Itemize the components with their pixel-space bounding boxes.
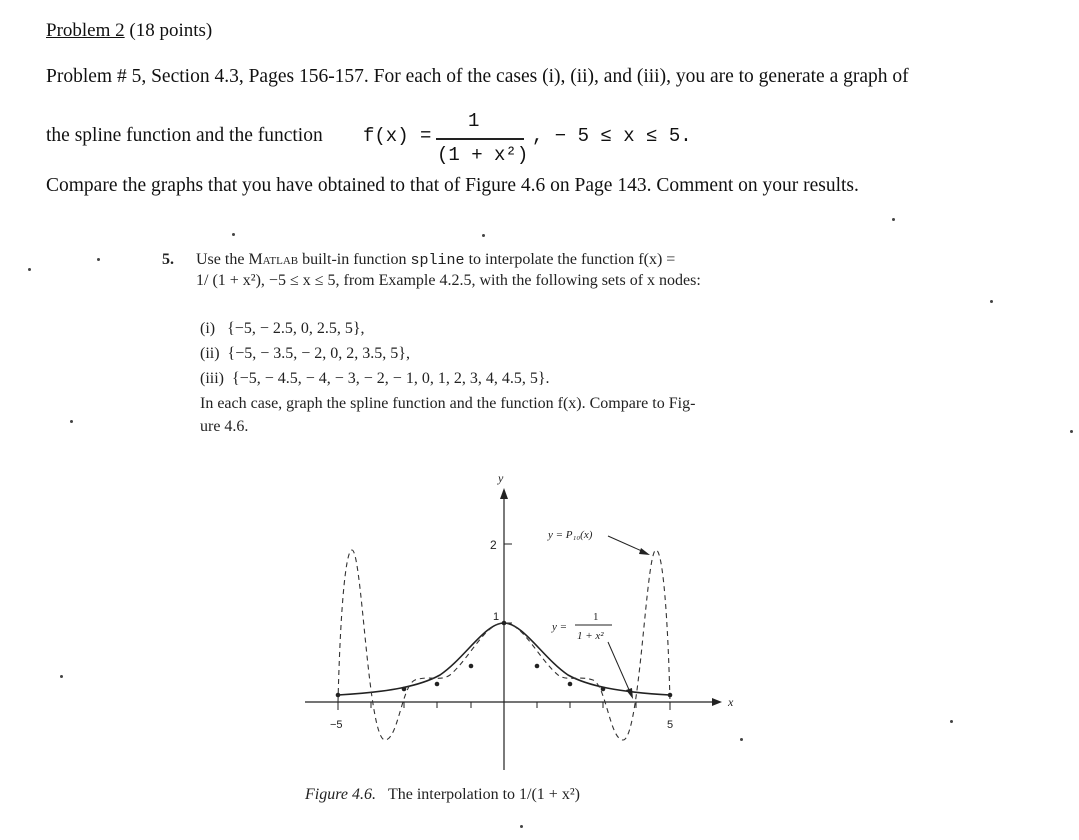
scan-speck xyxy=(990,300,993,303)
case-ii xyxy=(200,345,410,363)
case-set: {−5, − 4.5, − 4, − 3, − 2, − 1, 0, 1, 2, 3, 4, 4.5, 5}. xyxy=(232,370,550,387)
intro-text-line2: the spline function and the function xyxy=(46,125,323,146)
formula-numerator: 1 xyxy=(468,110,480,132)
scan-speck xyxy=(1070,430,1073,433)
x-axis-arrow xyxy=(712,698,722,706)
problem5-code: spline xyxy=(410,252,465,269)
scan-speck xyxy=(28,268,31,271)
problem5-text-line2: 1/ (1 + x²), −5 ≤ x ≤ 5, from Example 4.2.5, with the following sets of x nodes: xyxy=(196,272,701,289)
intro-text: Problem # 5, Section 4.3, Pages 156-157. For each of the cases (i), (ii), and (iii), you are to generate a graph of xyxy=(46,66,909,87)
formula-fraction-bar xyxy=(436,138,524,140)
node-point xyxy=(668,693,673,698)
case-label: (ii) xyxy=(200,345,220,362)
f-pointer-head xyxy=(626,688,633,699)
node-point xyxy=(502,621,507,626)
case-set: {−5, − 3.5, − 2, 0, 2, 3.5, 5}, xyxy=(227,345,410,362)
case-i xyxy=(200,320,365,338)
scan-speck xyxy=(520,825,523,828)
compare-text: Compare the graphs that you have obtained to that of Figure 4.6 on Page 143. Comment on your results. xyxy=(46,175,859,196)
label-f-lhs: y = xyxy=(552,621,568,633)
problem5-text-line3: In each case, graph the spline function and the function f(x). Compare to Fig- xyxy=(200,395,696,412)
p10-pointer xyxy=(608,536,644,552)
figure-caption-number: Figure 4.6. xyxy=(305,786,376,803)
x-axis-label: x xyxy=(728,695,734,709)
label-f-num: 1 xyxy=(593,611,599,623)
node-point xyxy=(402,687,407,692)
scan-speck xyxy=(70,420,73,423)
figure-caption xyxy=(305,786,580,804)
problem-heading xyxy=(46,20,212,42)
problem-heading-number: Problem 2 xyxy=(46,20,125,41)
scan-speck xyxy=(60,675,63,678)
problem5-text-line4: ure 4.6. xyxy=(200,418,249,435)
scan-speck xyxy=(97,258,100,261)
problem5-matlab: Matlab xyxy=(248,251,299,268)
y-axis-label: y xyxy=(498,471,504,485)
formula-denominator: (1 + x²) xyxy=(437,144,529,166)
case-label: (i) xyxy=(200,320,216,337)
problem5-text1-c: to interpolate the function f(x) = xyxy=(464,251,676,268)
f-pointer xyxy=(608,642,630,692)
x-tick-label-neg5: −5 xyxy=(330,719,343,731)
figure-caption-text: The interpolation to 1/(1 + x²) xyxy=(387,786,580,803)
problem5-number: 5. xyxy=(162,251,174,268)
node-point xyxy=(535,664,540,669)
case-set: {−5, − 2.5, 0, 2.5, 5}, xyxy=(227,320,365,337)
scan-speck xyxy=(892,218,895,221)
x-tick-label-5: 5 xyxy=(667,719,674,731)
label-p10: y = P₁₀(x) xyxy=(548,529,593,541)
scan-speck xyxy=(740,738,743,741)
figure-4-6 xyxy=(290,470,750,780)
formula-domain: , − 5 ≤ x ≤ 5. xyxy=(532,125,692,147)
scan-speck xyxy=(482,234,485,237)
problem5-text1-b: built-in function xyxy=(298,251,411,268)
y-tick-label-2: 2 xyxy=(490,538,497,552)
case-label: (iii) xyxy=(200,370,224,387)
y-axis-arrow xyxy=(500,488,508,499)
problem5-text-line1 xyxy=(196,251,675,269)
node-point xyxy=(336,693,341,698)
node-point xyxy=(601,687,606,692)
node-point xyxy=(568,682,573,687)
case-iii xyxy=(200,370,550,388)
p10-pointer-head xyxy=(639,548,650,555)
scan-speck xyxy=(950,720,953,723)
node-point xyxy=(435,682,440,687)
problem5-text1-a: Use the xyxy=(196,251,249,268)
formula-lhs: f(x) = xyxy=(363,125,432,147)
node-point xyxy=(469,664,474,669)
y-tick-label-1: 1 xyxy=(493,611,500,623)
scan-speck xyxy=(232,233,235,236)
label-f-den: 1 + x² xyxy=(577,630,604,642)
problem-heading-points: (18 points) xyxy=(124,20,213,41)
